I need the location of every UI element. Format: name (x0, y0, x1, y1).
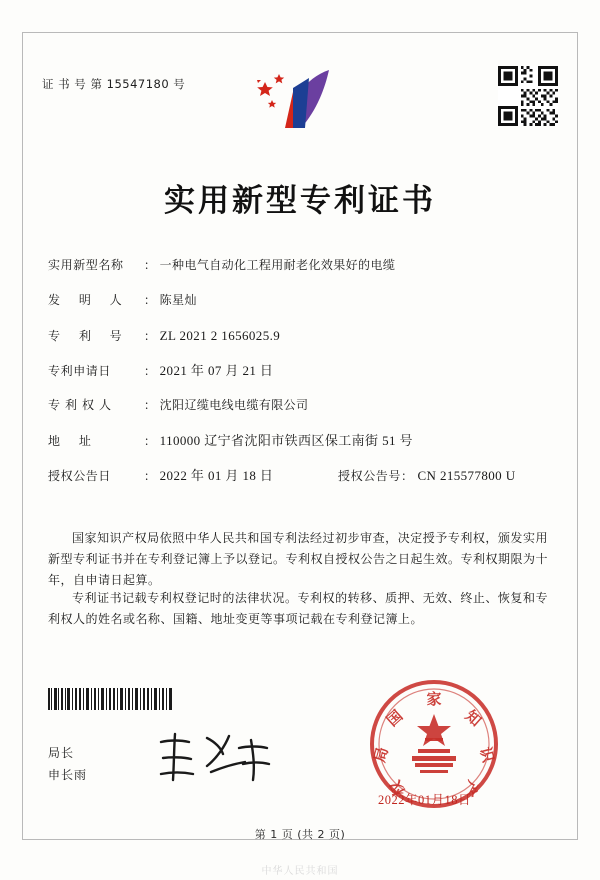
field-row-patent-number (48, 318, 553, 353)
svg-text:识: 识 (476, 745, 498, 765)
field-row-inventor (48, 283, 553, 318)
qr-code (498, 66, 558, 126)
field-value: CN 215577800 U (417, 468, 516, 483)
legal-paragraph-1 (48, 528, 548, 591)
field-label: 专利申请日 (48, 364, 112, 378)
field-label: 授权公告号： (338, 469, 414, 483)
seal-date: 2022年01月18日 (378, 793, 472, 807)
paragraph-text: 专利证书记载专利权登记时的法律状况。专利权的转移、质押、无效、终止、恢复和专利权人的姓名或名称、国籍、地址变更等事项记载在专利登记簿上。 (48, 591, 548, 626)
field-label: 发 明 人 (48, 293, 130, 307)
field-row-patentee (48, 388, 553, 423)
legal-paragraph-2 (48, 588, 548, 630)
field-value: 一种电气自动化工程用耐老化效果好的电缆 (159, 258, 396, 272)
director-title-label: 局长 (48, 746, 75, 760)
field-separator: ： (143, 364, 156, 378)
field-separator: ： (143, 258, 156, 272)
field-separator: ： (143, 329, 156, 343)
paragraph-text: 国家知识产权局依照中华人民共和国专利法经过初步审查，决定授予专利权，颁发实用新型专利证书并在专利登记簿上予以登记。专利权自授权公告之日起生效。专利权期限为十年，自申请日起算。 (48, 531, 549, 587)
field-value: 陈星灿 (159, 293, 197, 307)
field-row-application-date (48, 353, 553, 388)
patent-office-logo (255, 62, 351, 134)
field-row-utility-model-name (48, 248, 553, 283)
svg-text:家: 家 (426, 690, 442, 708)
field-separator: ： (143, 469, 156, 483)
grant-announcement-number-group (338, 458, 516, 494)
svg-text:产: 产 (458, 777, 482, 800)
field-separator: ： (143, 434, 156, 448)
field-separator: ： (143, 398, 156, 412)
field-label: 授权公告日 (48, 469, 112, 483)
field-list (48, 248, 553, 493)
page-title: 实用新型专利证书 (164, 183, 436, 219)
field-label: 专 利 权 人 (48, 398, 112, 412)
field-value: ZL 2021 2 1656025.9 (159, 328, 281, 343)
svg-text:权: 权 (386, 777, 410, 800)
field-label: 专 利 号 (48, 329, 130, 343)
page-footer: 第 1 页 (共 2 页) (254, 828, 346, 841)
field-label: 实用新型名称 (48, 258, 124, 272)
field-separator: ： (143, 293, 156, 307)
handwritten-signature-icon (155, 728, 275, 788)
field-label: 地 址 (48, 434, 99, 448)
field-row-address (48, 423, 553, 458)
svg-text:知: 知 (461, 706, 485, 730)
field-value: 沈阳辽缆电线电缆有限公司 (159, 398, 309, 412)
field-value: 2021 年 07 月 21 日 (159, 363, 274, 378)
watermark-footer: 中华人民共和国 (261, 866, 339, 877)
svg-text:国: 国 (383, 706, 407, 730)
field-value: 2022 年 01 月 18 日 (159, 468, 274, 483)
barcode (48, 688, 172, 710)
signature-labels (48, 742, 87, 786)
field-row-grant-announcement (48, 458, 553, 493)
certificate-number: 证 书 号 第 15547180 号 (42, 77, 186, 91)
field-value: 110000 辽宁省沈阳市铁西区保工南街 51 号 (159, 433, 413, 448)
director-name-label: 申长雨 (48, 768, 88, 782)
svg-text:局: 局 (370, 745, 392, 765)
